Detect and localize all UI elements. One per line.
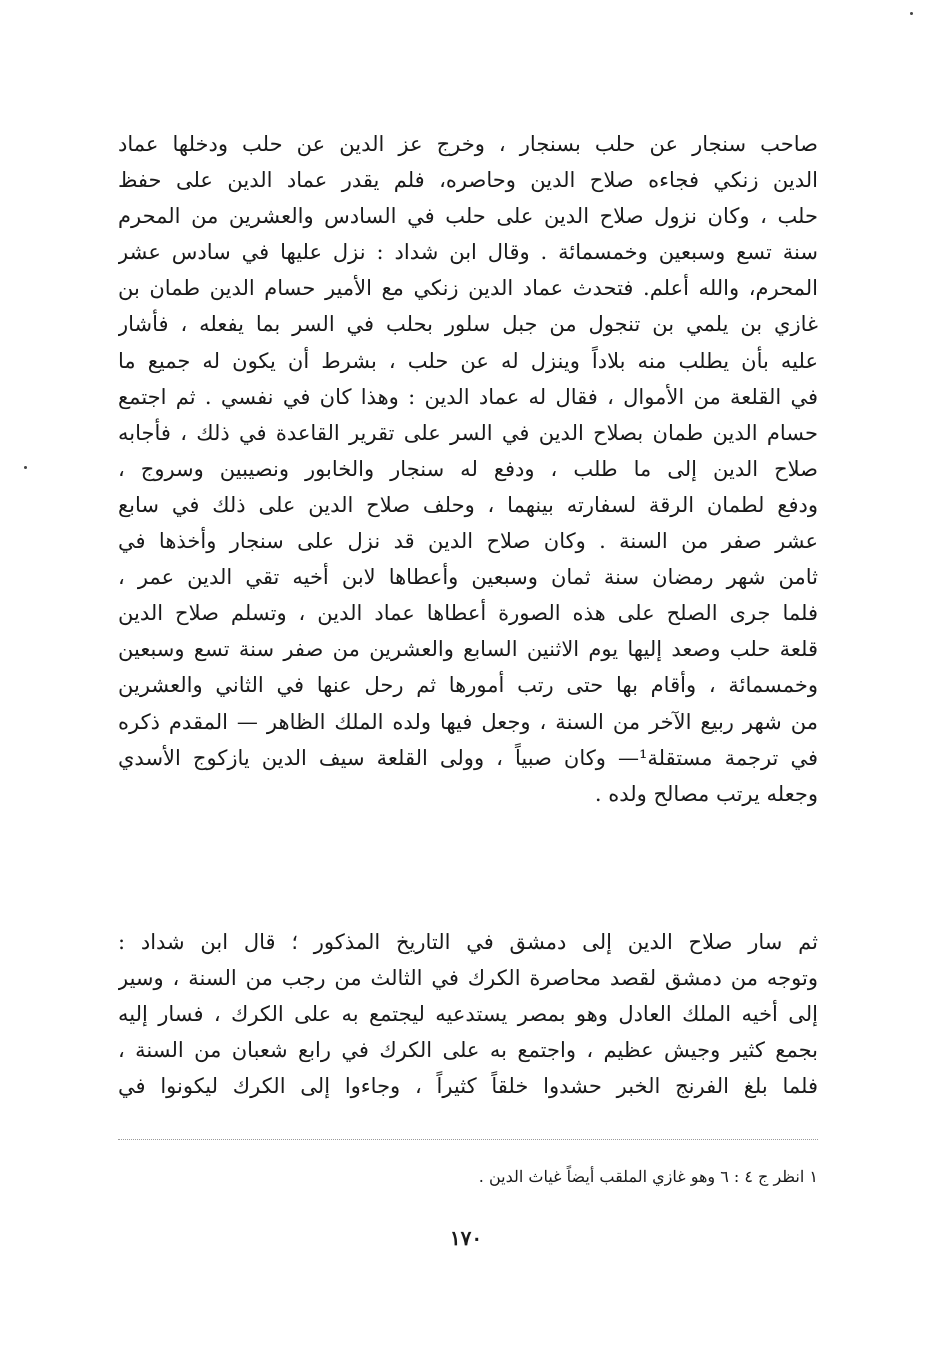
text-line: وجعله يرتب مصالح ولده .: [594, 781, 818, 806]
text-line: في القلعة من الأموال ، فقال له عماد الدين : وهذا كان في نفسي . ثم اجتمع: [118, 384, 818, 409]
text-line: إلى أخيه الملك العادل وهو بمصر يستدعيه ليجتمع به على الكرك ، فسار إليه: [118, 1002, 818, 1027]
footnote-divider: [118, 1139, 818, 1140]
text-line: ودفع لطمان الرقة لسفارته بينهما ، وحلف صلاح الدين على ذلك في سابع: [118, 492, 818, 517]
paragraph-2: [118, 924, 818, 1104]
text-line: حسام الدين طمان بصلاح الدين في السر على تقرير القاعدة في ذلك ، فأجابه: [118, 420, 818, 445]
text-line: ثم سار صلاح الدين إلى دمشق في التاريخ المذكور ؛ قال ابن شداد :: [118, 930, 818, 954]
scan-speck: [910, 12, 913, 15]
text-line: الدين زنكي فجاءه صلاح الدين وحاصره، فلم يقدر عماد الدين على حفظ: [118, 168, 818, 193]
text-line: بجمع كثير وجيش عظيم ، واجتمع به على الكرك في رابع شعبان من السنة ،: [118, 1038, 818, 1063]
text-line: فلما جرى الصلح على هذه الصورة أعطاها عماد الدين ، وتسلم صلاح الدين: [118, 601, 818, 626]
text-line: حلب ، وكان نزول صلاح الدين على حلب في السادس والعشرين من المحرم: [118, 204, 818, 229]
text-line: عشر صفر من السنة . وكان صلاح الدين قد نزل على سنجار وأخذها في: [118, 529, 818, 554]
text-line: غازي بن يلمي بن تنجول من جبل سلور بحلب في السر بما يفعله ، فأشار: [118, 312, 818, 337]
text-line: فلما بلغ الفرنج الخبر حشدوا خلقاً كثيراً ، وجاءوا إلى الكرك ليكونوا في: [118, 1074, 818, 1099]
text-line: في ترجمة مستقلة¹— وكان صبياً ، وولى القلعة سيف الدين يازكوج الأسدي: [118, 745, 818, 770]
text-line: ثامن شهر رمضان سنة ثمان وسبعين وأعطاها لابن أخيه تقي الدين عمر ،: [118, 565, 818, 590]
page-number: ١٧٠: [449, 1226, 483, 1250]
text-line: سنة تسع وسبعين وخمسمائة . وقال ابن شداد : نزل عليها في سادس عشر: [118, 240, 818, 265]
text-line: قلعة حلب وصعد إليها يوم الاثنين السابع والعشرين من صفر سنة تسع وسبعين: [118, 637, 818, 662]
text-line: صلاح الدين إلى ما طلب ، ودفع له سنجار والخابور ونصيبين وسروج ،: [118, 456, 818, 481]
text-line: وخمسمائة ، وأقام بها حتى رتب أمورها ثم رحل عنها في الثاني والعشرين: [118, 673, 818, 698]
scan-speck: [24, 466, 27, 469]
text-line: وتوجه من دمشق لقصد محاصرة الكرك في الثالث من رجب من السنة ، وسير: [118, 966, 818, 991]
paragraph-1: [118, 126, 818, 812]
text-line: المحرم، والله أعلم. فتحدث عماد الدين زنكي مع الأمير حسام الدين طمان بن: [118, 276, 818, 301]
footnote: ١ انظر ج ٤ : ٦ وهو غازي الملقب أيضاً غياث الدين .: [478, 1167, 818, 1186]
text-line: عليه بأن يطلب منه بلاداً وينزل له عن حلب ، بشرط أن يكون له جميع ما: [118, 348, 818, 373]
text-line: صاحب سنجار عن حلب بسنجار ، وخرج عز الدين عن حلب ودخلها عماد: [118, 132, 818, 156]
text-line: من شهر ربيع الآخر من السنة ، وجعل فيها ولده الملك الظاهر — المقدم ذكره: [118, 709, 818, 734]
